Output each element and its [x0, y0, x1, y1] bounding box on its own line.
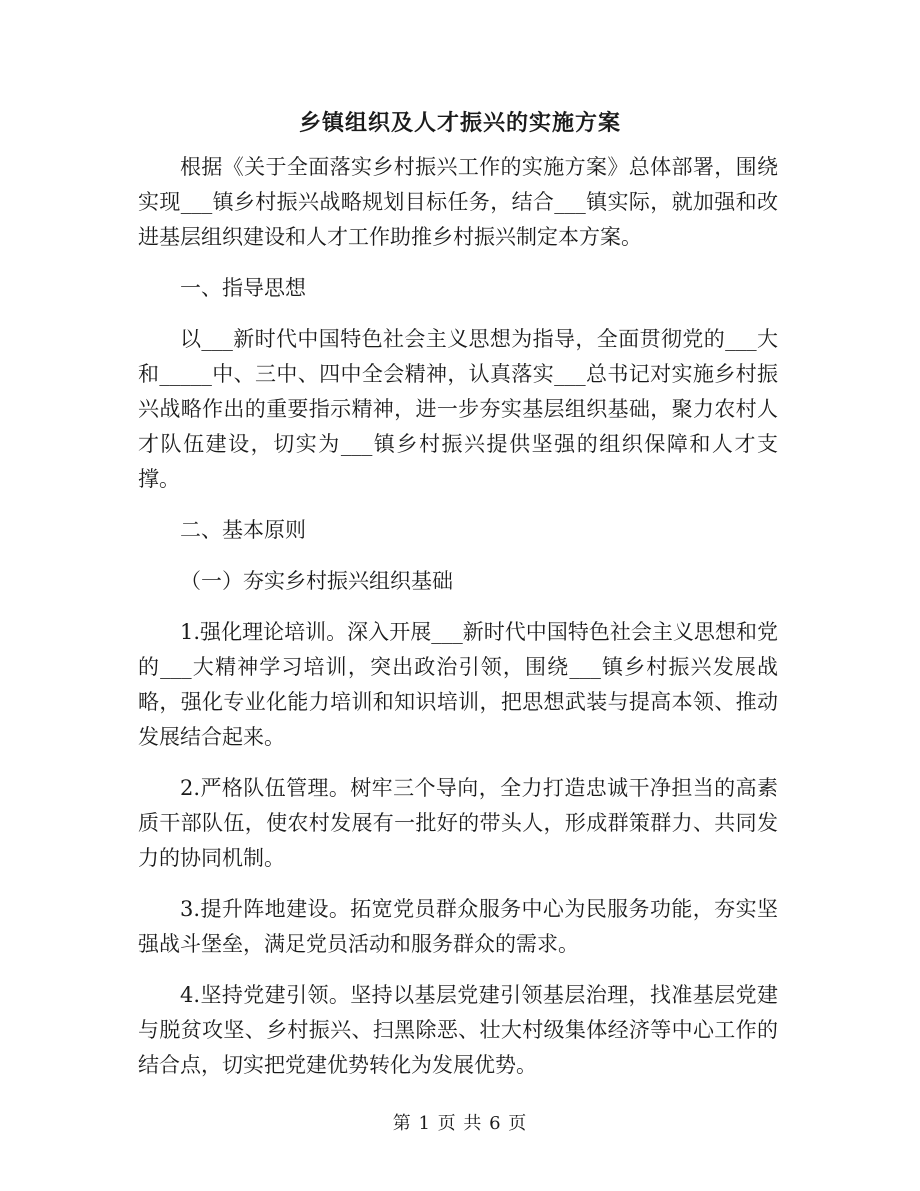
intro-paragraph: 根据《关于全面落实乡村振兴工作的实施方案》总体部署，围绕实现___镇乡村振兴战略规划目标任务，结合___镇实际，就加强和改进基层组织建设和人才工作助推乡村振兴制定本方案。	[138, 155, 778, 249]
page-number-footer: 第 1 页 共 6 页	[392, 1113, 528, 1134]
item-position-building: 3.提升阵地建设。拓宽党员群众服务中心为民服务功能，夯实坚强战斗堡垒，满足党员活动和服务群众的需求。	[138, 897, 778, 956]
item-theory-training: 1.强化理论培训。深入开展___新时代中国特色社会主义思想和党的___大精神学习培训，突出政治引领，围绕___镇乡村振兴发展战略，强化专业化能力培训和知识培训，把思想武装与提高本领、推动发展结合起来。	[138, 620, 778, 749]
item-party-leadership: 4.坚持党建引领。坚持以基层党建引领基层治理，找准基层党建与脱贫攻坚、乡村振兴、扫黑除恶、壮大村级集体经济等中心工作的结合点，切实把党建优势转化为发展优势。	[138, 983, 778, 1077]
section-heading-guiding-ideology: 一、指导思想	[180, 276, 306, 300]
subsection-heading-organization-foundation: （一）夯实乡村振兴组织基础	[180, 569, 453, 593]
section-heading-basic-principles: 二、基本原则	[180, 518, 306, 542]
item-team-management: 2.严格队伍管理。树牢三个导向，全力打造忠诚干净担当的高素质干部队伍，使农村发展有一批好的带头人，形成群策群力、共同发力的协同机制。	[138, 776, 778, 870]
document-title: 乡镇组织及人才振兴的实施方案	[298, 110, 621, 136]
document-body	[138, 150, 778, 1099]
guiding-ideology-paragraph: 以___新时代中国特色社会主义思想为指导，全面贯彻党的___大和_____中、三中、四中全会精神，认真落实___总书记对实施乡村振兴战略作出的重要指示精神，进一步夯实基层组织基础，聚力农村人才队伍建设，切实为___镇乡村振兴提供坚强的组织保障和人才支撑。	[138, 327, 778, 491]
